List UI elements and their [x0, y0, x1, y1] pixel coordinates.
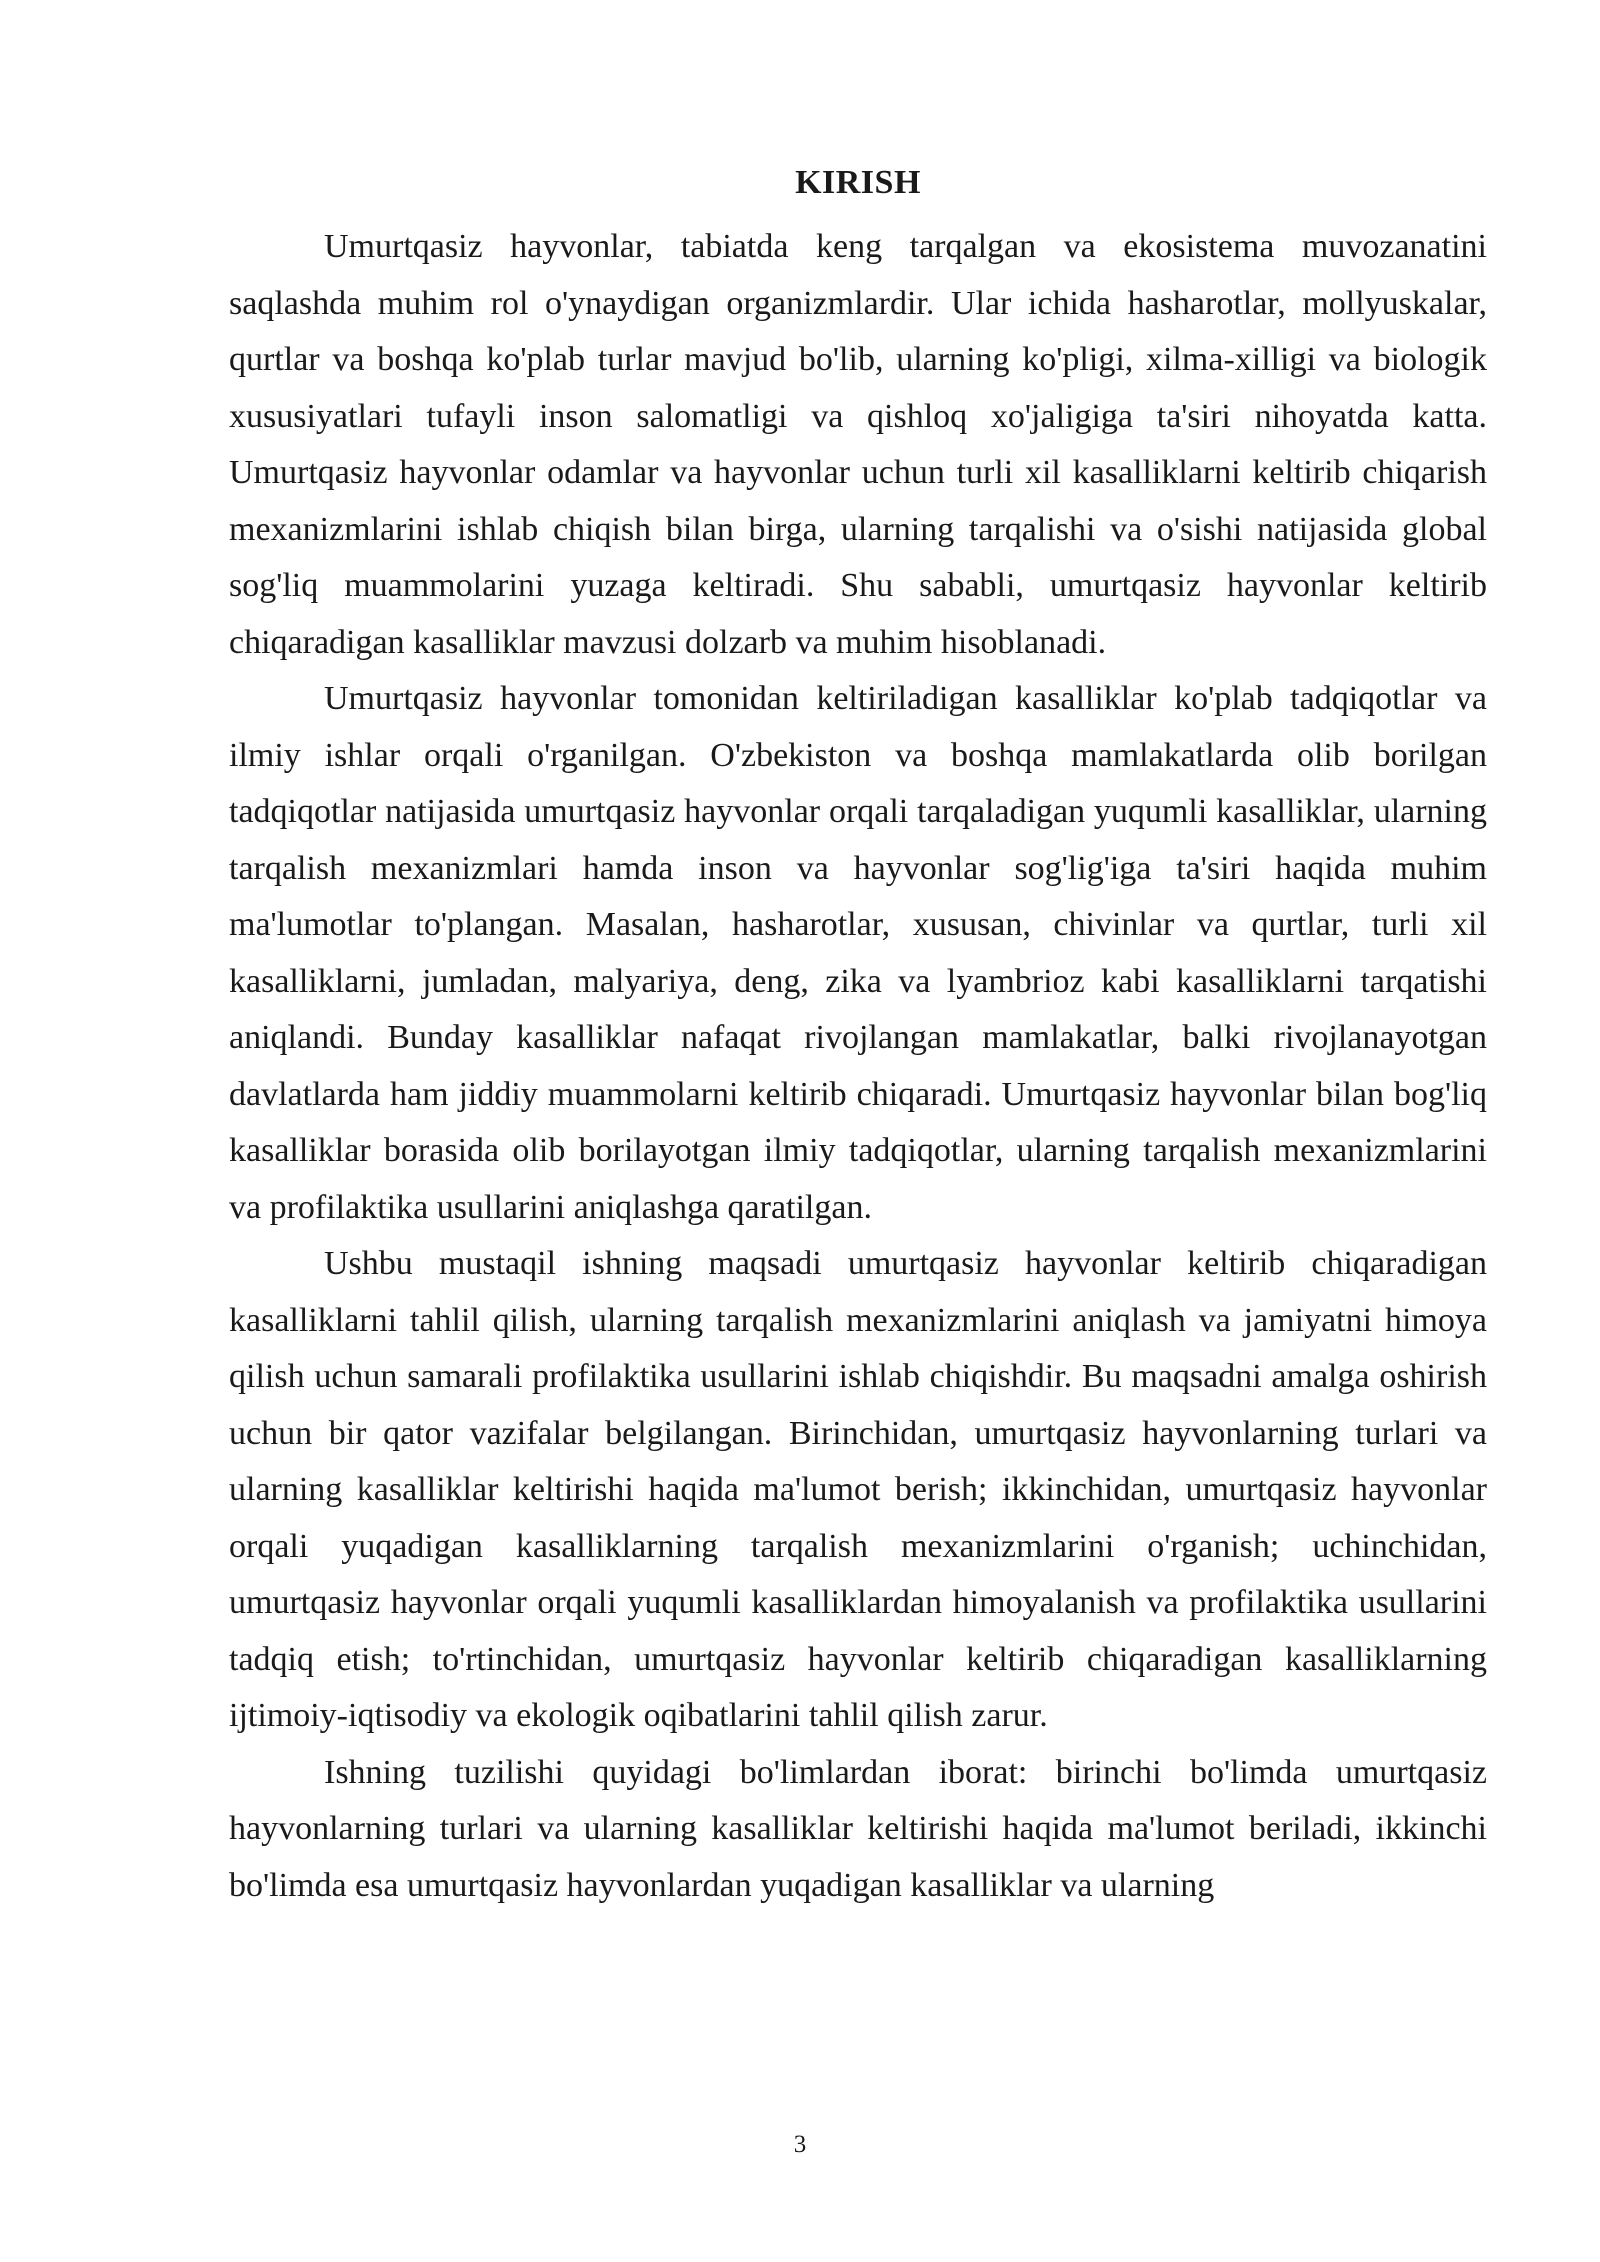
paragraph-goals: Ushbu mustaqil ishning maqsadi umurtqasiz hayvonlar keltirib chiqaradigan kasalliklarni tahlil qilish, ularning tarqalish mexanizmlarini aniqlash va jamiyatni himoya qilish uchun samarali profilaktika usullarini ishlab chiqishdir. Bu maqsadni amalga oshirish uchun bir qator vazifalar belgilangan. Birinchidan, umurtqasiz hayvonlarning turlari va ularning kasalliklar keltirishi haqida ma'lumot berish; ikkinchidan, umurtqasiz hayvonlar orqali yuqadigan kasalliklarning tarqalish mexanizmlarini o'rganish; uchinchidan, umurtqasiz hayvonlar orqali yuqumli kasalliklardan himoyalanish va profilaktika usullarini tadqiq etish; to'rtinchidan, umurtqasiz hayvonlar keltirib chiqaradigan kasalliklarning ijtimoiy-iqtisodiy va ekologik oqibatlarini tahlil qilish zarur.: [229, 1245, 1487, 1734]
paragraph-structure: Ishning tuzilishi quyidagi bo'limlardan iborat: birinchi bo'limda umurtqasiz hayvonlarning turlari va ularning kasalliklar keltirishi haqida ma'lumot beriladi, ikkinchi bo'limda esa umurtqasiz hayvonlardan yuqadigan kasalliklar va ularning: [229, 1753, 1487, 1904]
paragraph-intro: Umurtqasiz hayvonlar, tabiatda keng tarqalgan va ekosistema muvozanatini saqlashda muhim rol o'ynaydigan organizmlardir. Ular ichida hasharotlar, mollyuskalar, qurtlar va boshqa ko'plab turlar mavjud bo'lib, ularning ko'pligi, xilma-xilligi va biologik xususiyatlari tufayli inson salomatligi va qishloq xo'jaligiga ta'siri nihoyatda katta. Umurtqasiz hayvonlar odamlar va hayvonlar uchun turli xil kasalliklarni keltirib chiqarish mexanizmlarini ishlab chiqish bilan birga, ularning tarqalishi va o'sishi natijasida global sog'liq muammolarini yuzaga keltiradi. Shu sababli, umurtqasiz hayvonlar keltirib chiqaradigan kasalliklar mavzusi dolzarb va muhim hisoblanadi.: [229, 228, 1487, 661]
section-title: KIRISH: [795, 164, 921, 201]
page-content: [229, 155, 1487, 1914]
page-number: 3: [793, 2131, 807, 2158]
paragraph-research: Umurtqasiz hayvonlar tomonidan keltiriladigan kasalliklar ko'plab tadqiqotlar va ilmiy ishlar orqali o'rganilgan. O'zbekiston va boshqa mamlakatlarda olib borilgan tadqiqotlar natijasida umurtqasiz hayvonlar orqali tarqaladigan yuqumli kasalliklar, ularning tarqalish mexanizmlari hamda inson va hayvonlar sog'lig'iga ta'siri haqida muhim ma'lumotlar to'plangan. Masalan, hasharotlar, xususan, chivinlar va qurtlar, turli xil kasalliklarni, jumladan, malyariya, deng, zika va lyambrioz kabi kasalliklarni tarqatishi aniqlandi. Bunday kasalliklar nafaqat rivojlangan mamlakatlar, balki rivojlanayotgan davlatlarda ham jiddiy muammolarni keltirib chiqaradi. Umurtqasiz hayvonlar bilan bog'liq kasalliklar borasida olib borilayotgan ilmiy tadqiqotlar, ularning tarqalish mexanizmlarini va profilaktika usullarini aniqlashga qaratilgan.: [229, 680, 1487, 1226]
